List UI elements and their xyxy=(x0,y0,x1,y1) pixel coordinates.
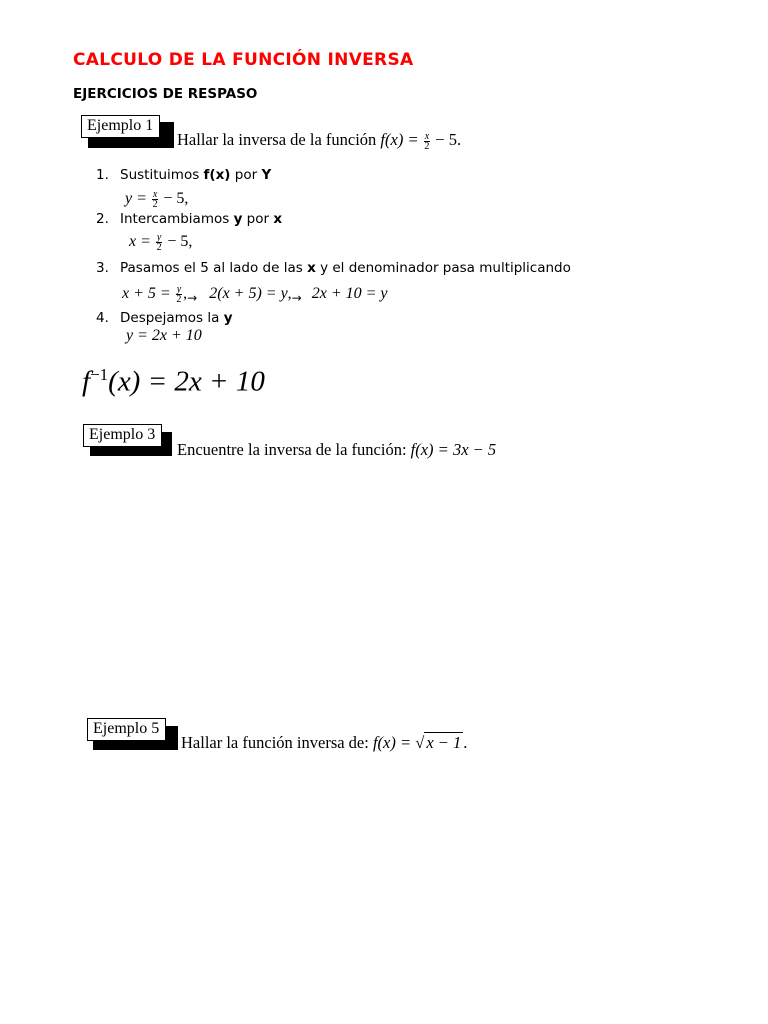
step-2-text-2: por xyxy=(242,211,274,227)
page-subtitle: EJERCICIOS DE RESPASO xyxy=(73,86,258,102)
step-4-text: Despejamos la xyxy=(120,310,224,326)
step-1 xyxy=(96,167,271,183)
ejemplo-5-function xyxy=(373,733,467,752)
inverse-result xyxy=(82,365,265,399)
ejemplo-5-radicand: x − 1 xyxy=(426,733,462,752)
step-1-text-2: por xyxy=(230,167,262,183)
step-3-text: Pasamos el 5 al lado de las xyxy=(120,260,308,276)
step-2-number: 2. xyxy=(96,211,109,227)
ejemplo-5-fx: f(x) = xyxy=(372,733,416,752)
right-arrow-icon: → xyxy=(291,291,302,306)
ejemplo-3-prompt: Encuentre la inversa de la función: xyxy=(177,440,411,459)
step-2-eq-tail: − 5, xyxy=(163,233,193,251)
step-4 xyxy=(96,310,233,326)
ejemplo-1-frac-den: 2 xyxy=(424,140,430,152)
step-4-number: 4. xyxy=(96,310,109,326)
ejemplo-5-prompt: Hallar la función inversa de: xyxy=(181,733,373,752)
ejemplo-3-label: Ejemplo 3 xyxy=(83,424,162,447)
step-1-bold-1: f(x) xyxy=(203,167,231,183)
result-exponent: −1 xyxy=(90,365,109,384)
step-2-equation xyxy=(129,233,192,252)
step-3-eq-a: x + 5 = xyxy=(122,285,175,303)
step-2-text: Intercambiamos xyxy=(120,211,234,227)
right-arrow-icon: → xyxy=(187,291,198,306)
step-1-eq-tail: − 5, xyxy=(159,190,189,208)
result-fn: f xyxy=(82,365,91,398)
step-2-bold-2: x xyxy=(273,211,283,227)
step-1-bold-2: Y xyxy=(261,167,272,183)
step-4-equation: y = 2x + 10 xyxy=(126,327,202,344)
step-2-frac-den: 2 xyxy=(156,242,162,253)
step-3-text-2: y el denominador pasa multiplicando xyxy=(315,260,571,276)
ejemplo-1-prompt: Hallar la inversa de la función xyxy=(177,130,377,149)
square-root-icon: √ x − 1 xyxy=(415,733,462,752)
step-2-eq-lhs: x = xyxy=(129,233,155,251)
step-3-eq-a-tail: , xyxy=(183,285,188,303)
step-3-eq-c: 2x + 10 = y xyxy=(311,285,388,303)
step-2 xyxy=(96,211,282,227)
ejemplo-5-label: Ejemplo 5 xyxy=(87,718,166,741)
ejemplo-5-statement xyxy=(181,733,467,753)
step-2-bold-1: y xyxy=(233,211,243,227)
page-title: CALCULO DE LA FUNCIÓN INVERSA xyxy=(73,50,414,70)
step-3 xyxy=(96,260,571,276)
step-3-bold-1: x xyxy=(307,260,316,276)
step-3-frac-num: y xyxy=(176,284,182,295)
step-3-eq-b-tail: , xyxy=(287,285,292,303)
step-1-frac-den: 2 xyxy=(152,199,158,210)
step-3-number: 3. xyxy=(96,260,109,276)
ejemplo-1-label: Ejemplo 1 xyxy=(81,115,160,138)
step-1-eq-lhs: y = xyxy=(125,190,151,208)
step-3-frac-den: 2 xyxy=(176,294,182,305)
ejemplo-1-fx: f(x) = xyxy=(380,130,423,149)
step-1-frac-num: x xyxy=(152,189,158,200)
ejemplo-1-function xyxy=(380,130,462,152)
step-3-eq-b: 2(x + 5) = y xyxy=(209,285,288,303)
step-3-equation xyxy=(122,285,388,305)
ejemplo-3-statement xyxy=(177,440,496,460)
result-expression: (x) = 2x + 10 xyxy=(108,365,265,398)
step-4-bold-1: y xyxy=(223,310,233,326)
step-1-equation xyxy=(125,190,188,209)
ejemplo-1-statement xyxy=(177,130,461,151)
step-2-frac-num: y xyxy=(156,232,162,243)
step-1-number: 1. xyxy=(96,167,109,183)
ejemplo-1-frac-num: x xyxy=(424,130,430,142)
ejemplo-5-tail: . xyxy=(463,733,468,752)
ejemplo-1-tail: − 5. xyxy=(431,130,462,149)
step-1-text: Sustituimos xyxy=(120,167,204,183)
ejemplo-3-function: f(x) = 3x − 5 xyxy=(410,440,497,459)
